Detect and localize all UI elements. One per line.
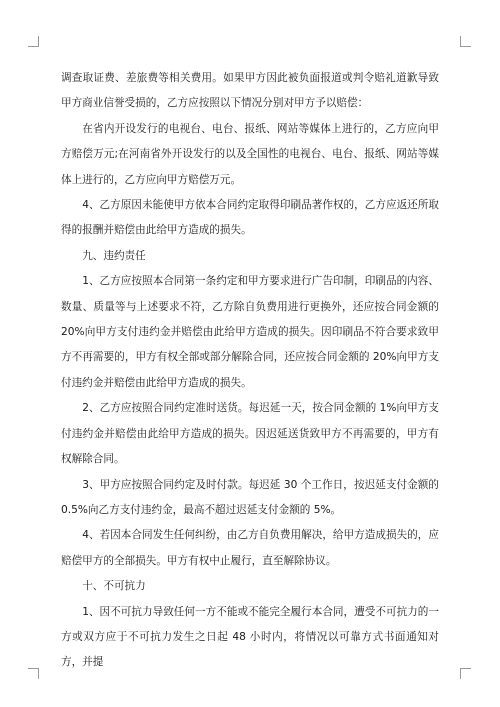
paragraph-force-majeure-1: 1、因不可抗力导致任何一方不能或不能完全履行本合同，遭受不可抗力的一方或双方应于不可抗力发生之日起 48 小时内，将情况以可靠方式书面通知对方，并提	[61, 605, 439, 669]
paragraph-liability-3: 3、甲方应按照合同约定及时付款。每迟延 30 个工作日，按迟延支付金额的 0.5%向乙方支付违约金，最高不超过迟延支付金额的 5%。	[61, 478, 439, 516]
paragraph-liability-1: 1、乙方应按照本合同第一条约定和甲方要求进行广告印制，印刷品的内容、数量、质量等与上述要求不符，乙方除自负费用进行更换外，还应按合同金额的 20%向甲方支付违约金并赔偿由此给甲方造成的损失。因印刷品不符合要求致甲方不再需要的，甲方有权全部或部分解除合同，还应按合同金额的 20%向甲方支付违约金并赔偿由此给甲方造成的损失。	[61, 275, 439, 389]
paragraph-continuation: 调查取证费、差旅费等相关费用。如果甲方因此被负面报道或判令赔礼道歉导致甲方商业信誉受损的，乙方应按照以下情况分别对甲方予以赔偿：	[61, 72, 439, 110]
crop-mark-top-right	[460, 36, 471, 47]
section-heading-liability: 九、违约责任	[82, 249, 146, 262]
crop-mark-top-left	[28, 36, 39, 47]
crop-mark-bottom-right	[460, 668, 471, 679]
section-heading-force-majeure: 十、不可抗力	[82, 580, 146, 593]
crop-mark-bottom-left	[28, 668, 39, 679]
paragraph-liability-2: 2、乙方应按照合同约定准时送货。每迟延一天，按合同金额的 1%向甲方支付违约金并赔偿由此给甲方造成的损失。因迟延送货致甲方不再需要的，甲方有权解除合同。	[61, 402, 439, 466]
document-body	[61, 66, 439, 676]
paragraph-liability-4: 4、若因本合同发生任何纠纷，由乙方自负费用解决，给甲方造成损失的，应赔偿甲方的全部损失。甲方有权中止履行，直至解除协议。	[61, 529, 439, 567]
paragraph-copyright-clause: 4、乙方原因未能使甲方依本合同约定取得印刷品著作权的，乙方应返还所取得的报酬并赔偿由此给甲方造成的损失。	[61, 199, 439, 237]
paragraph-compensation-amounts: 在省内开设发行的电视台、电台、报纸、网站等媒体上进行的，乙方应向甲方赔偿万元;在河南省外开设发行的以及全国性的电视台、电台、报纸、网站等媒体上进行的，乙方应向甲方赔偿万元。	[61, 122, 439, 186]
